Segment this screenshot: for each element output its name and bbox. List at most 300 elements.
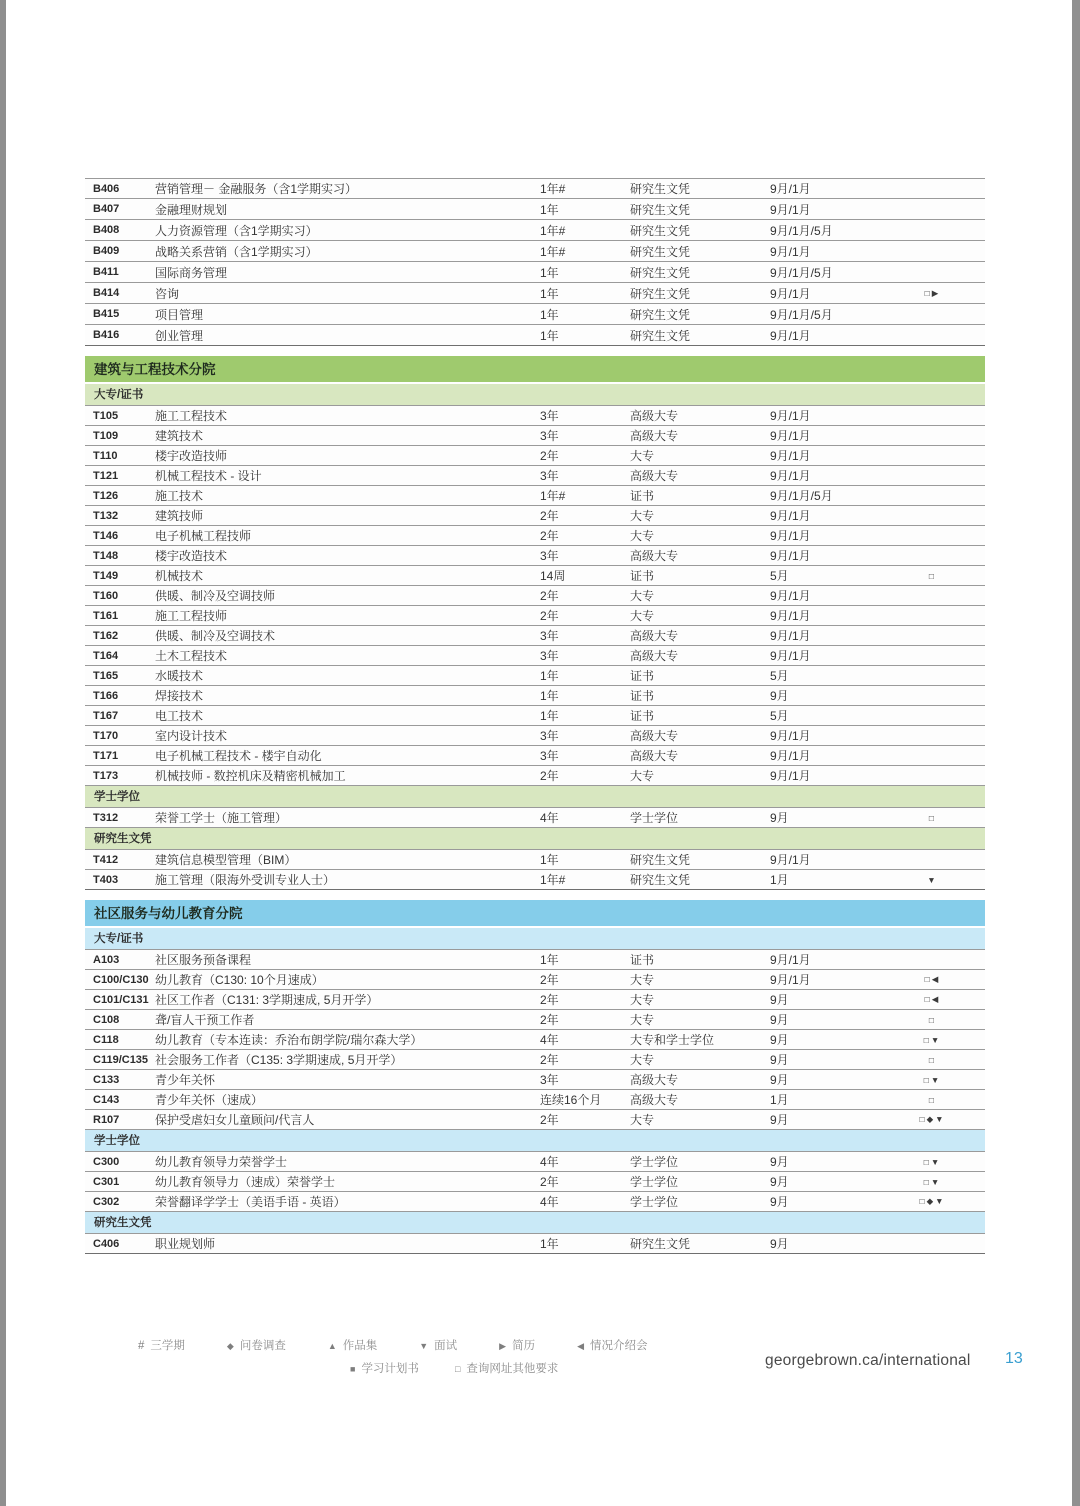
page-right-edge (1072, 0, 1080, 1506)
program-name: 电子机械工程技师 (155, 529, 252, 543)
division-table (85, 178, 985, 346)
program-duration: 3年 (540, 749, 559, 763)
program-code: T109 (93, 429, 119, 442)
legend-symbol-icon: ■ (350, 1364, 356, 1374)
program-start-dates: 9月/1月 (770, 409, 811, 423)
program-row (85, 1070, 985, 1090)
program-code: T161 (93, 609, 119, 622)
program-row (85, 1234, 985, 1254)
program-credential: 大专 (630, 529, 655, 543)
program-duration: 2年 (540, 1113, 559, 1127)
legend-label: 三学期 (150, 1340, 185, 1352)
legend-item (577, 1337, 647, 1353)
program-row (85, 746, 985, 766)
program-start-dates: 9月/1月 (770, 609, 811, 623)
program-credential: 研究生文凭 (630, 328, 691, 343)
symbol-legend (138, 1337, 648, 1376)
program-duration: 4年 (540, 1155, 559, 1169)
program-duration: 2年 (540, 449, 559, 463)
program-duration: 1年 (540, 1237, 559, 1251)
program-start-dates: 9月 (770, 1175, 789, 1189)
program-name: 建筑技师 (155, 509, 204, 523)
program-duration: 1年# (540, 223, 566, 238)
program-code: C300 (93, 1155, 120, 1168)
program-row (85, 870, 985, 890)
program-credential: 证书 (630, 569, 655, 583)
program-duration: 2年 (540, 1013, 559, 1027)
program-code: T162 (93, 629, 119, 642)
program-start-dates: 9月/1月 (770, 244, 811, 259)
program-name: 供暖、制冷及空调技师 (155, 589, 276, 603)
program-duration: 1年 (540, 202, 559, 217)
program-requirement-symbols: ▼ (927, 874, 938, 885)
program-start-dates: 9月 (770, 1155, 789, 1169)
program-row (85, 950, 985, 970)
program-code: B416 (93, 329, 120, 341)
program-code: C301 (93, 1175, 120, 1188)
program-name: 机械工程技术 - 设计 (155, 469, 262, 483)
program-start-dates: 1月 (770, 1093, 789, 1107)
program-start-dates: 9月/1月 (770, 629, 811, 643)
program-row (85, 178, 985, 199)
legend-item (350, 1360, 419, 1376)
program-code: T165 (93, 669, 119, 682)
program-credential: 大专 (630, 1053, 655, 1067)
program-requirement-symbols: □◆▼ (919, 1196, 946, 1206)
program-row (85, 325, 985, 346)
program-start-dates: 9月/1月 (770, 328, 811, 343)
program-duration: 4年 (540, 1195, 559, 1209)
program-duration: 2年 (540, 1053, 559, 1067)
program-credential: 大专 (630, 589, 655, 603)
program-start-dates: 1月 (770, 873, 789, 887)
program-duration: 1年 (540, 328, 559, 343)
program-row (85, 686, 985, 706)
program-start-dates: 9月/1月 (770, 589, 811, 603)
program-duration: 2年 (540, 509, 559, 523)
program-start-dates: 9月/1月 (770, 182, 811, 196)
program-start-dates: 9月/1月 (770, 769, 811, 783)
program-name: 营销管理－ 金融服务（含1学期实习） (155, 182, 358, 196)
program-name: 青少年关怀 (155, 1073, 216, 1087)
legend-item (328, 1337, 377, 1353)
program-row (85, 199, 985, 220)
program-start-dates: 9月/1月 (770, 749, 811, 763)
program-code: T166 (93, 689, 119, 702)
program-duration: 1年 (540, 286, 559, 301)
program-code: T167 (93, 709, 119, 722)
program-start-dates: 9月/1月 (770, 449, 811, 463)
program-requirement-symbols: □▼ (923, 1176, 942, 1187)
program-credential: 证书 (630, 709, 655, 723)
program-row (85, 566, 985, 586)
credential-subheader: 大专/证书 (85, 384, 985, 406)
program-duration: 14周 (540, 569, 566, 583)
program-credential: 研究生文凭 (630, 286, 691, 301)
program-code: B415 (93, 308, 120, 320)
program-row (85, 726, 985, 746)
program-start-dates: 9月 (770, 811, 789, 825)
program-start-dates: 9月/1月 (770, 202, 811, 217)
program-start-dates: 9月/1月 (770, 529, 811, 543)
program-name: 青少年关怀（速成） (155, 1093, 264, 1107)
program-start-dates: 9月 (770, 1195, 789, 1209)
program-row (85, 262, 985, 283)
program-duration: 1年# (540, 489, 566, 503)
program-requirement-symbols: □▶ (924, 287, 941, 298)
program-name: 电工技术 (155, 709, 204, 723)
program-start-dates: 9月 (770, 1237, 789, 1251)
program-credential: 大专 (630, 973, 655, 987)
program-start-dates: 9月/1月 (770, 549, 811, 563)
program-name: 机械技师 - 数控机床及精密机械加工 (155, 769, 346, 783)
program-credential: 大专 (630, 1013, 655, 1027)
legend-symbol-icon: # (138, 1340, 145, 1352)
program-credential: 大专和学士学位 (630, 1033, 715, 1047)
program-code: T132 (93, 509, 119, 522)
program-requirement-symbols: □◀ (924, 994, 941, 1004)
program-credential: 大专 (630, 769, 655, 783)
program-duration: 1年 (540, 709, 559, 723)
program-code: C406 (93, 1237, 120, 1250)
program-credential: 高级大专 (630, 469, 679, 483)
legend-item (455, 1360, 558, 1376)
program-credential: 高级大专 (630, 1073, 679, 1087)
program-start-dates: 9月/1月/5月 (770, 307, 833, 322)
program-credential: 高级大专 (630, 409, 679, 423)
program-code: T412 (93, 853, 119, 866)
program-code: B414 (93, 287, 120, 299)
legend-label: 情况介绍会 (590, 1340, 648, 1352)
program-duration: 4年 (540, 811, 559, 825)
program-name: 创业管理 (155, 328, 204, 343)
program-requirement-symbols: □▼ (923, 1074, 942, 1085)
program-code: C108 (93, 1013, 120, 1026)
program-name: 施工工程技师 (155, 609, 228, 623)
program-name: 供暖、制冷及空调技术 (155, 629, 276, 643)
program-name: 幼儿教育领导力（速成）荣誉学士 (155, 1175, 336, 1189)
program-requirement-symbols: □ (928, 570, 937, 581)
program-credential: 高级大专 (630, 729, 679, 743)
program-credential: 研究生文凭 (630, 873, 691, 887)
credential-subheader: 学士学位 (85, 1130, 985, 1152)
program-start-dates: 9月/1月 (770, 429, 811, 443)
program-code: B407 (93, 203, 120, 215)
legend-label: 查询网址其他要求 (466, 1363, 559, 1375)
program-credential: 证书 (630, 669, 655, 683)
program-start-dates: 9月/1月 (770, 853, 811, 867)
program-row (85, 304, 985, 325)
program-code: C133 (93, 1073, 120, 1086)
page-left-edge (0, 0, 6, 1506)
program-code: T148 (93, 549, 119, 562)
program-row (85, 606, 985, 626)
program-credential: 研究生文凭 (630, 244, 691, 259)
program-row (85, 1110, 985, 1130)
program-row (85, 766, 985, 786)
program-code: B408 (93, 224, 120, 236)
program-code: C100/C130 (93, 973, 149, 986)
program-requirement-symbols: □ (928, 812, 937, 823)
program-name: 建筑技术 (155, 429, 204, 443)
legend-symbol-icon: □ (454, 1364, 461, 1374)
program-code: T110 (93, 449, 118, 462)
program-code: T170 (93, 729, 119, 742)
program-code: R107 (93, 1113, 120, 1126)
program-code: C143 (93, 1093, 120, 1106)
program-name: 施工技术 (155, 489, 204, 503)
legend-label: 问卷调查 (239, 1340, 286, 1352)
program-name: 土木工程技术 (155, 649, 228, 663)
program-name: 楼宇改造技师 (155, 449, 228, 463)
program-code: C302 (93, 1195, 120, 1208)
program-name: 室内设计技术 (155, 729, 228, 743)
program-row (85, 426, 985, 446)
program-credential: 研究生文凭 (630, 182, 691, 196)
program-duration: 1年 (540, 853, 559, 867)
credential-subheader: 研究生文凭 (85, 828, 985, 850)
program-name: 水暖技术 (155, 669, 204, 683)
division-table (85, 356, 985, 890)
program-name: 人力资源管理（含1学期实习） (155, 223, 318, 238)
program-duration: 4年 (540, 1033, 559, 1047)
legend-item (138, 1337, 185, 1353)
program-duration: 连续16个月 (540, 1093, 602, 1107)
program-duration: 2年 (540, 609, 559, 623)
legend-label: 简历 (512, 1340, 536, 1352)
program-code: T160 (93, 589, 119, 602)
program-start-dates: 9月/1月/5月 (770, 265, 833, 280)
legend-symbol-icon: ▶ (499, 1341, 507, 1351)
division-table (85, 900, 985, 1254)
program-start-dates: 9月/1月 (770, 286, 811, 301)
program-duration: 2年 (540, 1175, 559, 1189)
program-name: 施工管理（限海外受训专业人士） (155, 873, 336, 887)
legend-label: 作品集 (342, 1340, 378, 1352)
program-duration: 2年 (540, 589, 559, 603)
division-header: 建筑与工程技术分院 (85, 356, 985, 384)
program-name: 幼儿教育（C130: 10个月速成） (155, 973, 324, 987)
program-code: A103 (93, 953, 120, 966)
program-row (85, 706, 985, 726)
program-row (85, 990, 985, 1010)
program-requirement-symbols: □▼ (923, 1156, 942, 1167)
program-credential: 研究生文凭 (630, 1237, 691, 1251)
program-duration: 3年 (540, 629, 559, 643)
program-row (85, 1050, 985, 1070)
program-code: T164 (93, 649, 119, 662)
program-row (85, 626, 985, 646)
legend-symbol-icon: ▲ (327, 1341, 337, 1351)
program-credential: 高级大专 (630, 429, 679, 443)
credential-subheader: 学士学位 (85, 786, 985, 808)
program-start-dates: 9月 (770, 1033, 789, 1047)
program-duration: 3年 (540, 549, 559, 563)
legend-label: 学习计划书 (361, 1363, 419, 1375)
program-start-dates: 9月/1月 (770, 973, 811, 987)
program-start-dates: 9月 (770, 993, 789, 1007)
program-name: 楼宇改造技术 (155, 549, 228, 563)
page-number: 13 (1005, 1350, 1023, 1367)
program-requirement-symbols: □▼ (923, 1034, 942, 1045)
program-duration: 1年# (540, 244, 566, 259)
program-credential: 大专 (630, 449, 655, 463)
legend-item (227, 1337, 286, 1353)
credential-subheader: 研究生文凭 (85, 1212, 985, 1234)
program-name: 幼儿教育领导力荣誉学士 (155, 1155, 288, 1169)
program-start-dates: 5月 (770, 569, 789, 583)
program-start-dates: 9月 (770, 1013, 789, 1027)
program-code: T121 (93, 469, 119, 482)
legend-row-2 (350, 1360, 648, 1376)
program-start-dates: 9月/1月 (770, 729, 811, 743)
program-code: B409 (93, 245, 120, 257)
legend-item (499, 1337, 535, 1353)
program-row (85, 406, 985, 426)
program-duration: 3年 (540, 729, 559, 743)
program-code: T105 (93, 409, 119, 422)
program-credential: 学士学位 (630, 1195, 679, 1209)
program-row (85, 466, 985, 486)
program-start-dates: 9月 (770, 1073, 789, 1087)
program-row (85, 1152, 985, 1172)
program-row (85, 546, 985, 566)
program-code: B411 (93, 266, 119, 278)
program-credential: 研究生文凭 (630, 265, 691, 280)
program-duration: 2年 (540, 973, 559, 987)
program-name: 职业规划师 (155, 1237, 216, 1251)
program-credential: 高级大专 (630, 649, 679, 663)
legend-label: 面试 (434, 1340, 458, 1352)
program-credential: 学士学位 (630, 811, 679, 825)
program-credential: 学士学位 (630, 1175, 679, 1189)
program-credential: 证书 (630, 689, 655, 703)
program-name: 社会服务工作者（C135: 3学期速成, 5月开学） (155, 1053, 403, 1067)
program-start-dates: 9月/1月 (770, 649, 811, 663)
program-name: 幼儿教育（专本连读：乔治布朗学院/瑞尔森大学） (155, 1033, 423, 1047)
program-duration: 1年 (540, 265, 559, 280)
program-row (85, 446, 985, 466)
program-start-dates: 9月 (770, 1053, 789, 1067)
program-requirement-symbols: □ (928, 1054, 937, 1065)
program-code: T126 (93, 489, 119, 502)
program-name: 咨询 (155, 286, 180, 301)
program-code: T173 (93, 769, 119, 782)
program-name: 机械技术 (155, 569, 204, 583)
program-name: 国际商务管理 (155, 265, 228, 280)
program-duration: 2年 (540, 769, 559, 783)
program-code: C101/C131 (93, 993, 149, 1006)
program-requirement-symbols: □◆▼ (919, 1114, 946, 1124)
program-duration: 1年# (540, 873, 566, 887)
program-row (85, 1090, 985, 1110)
program-credential: 大专 (630, 1113, 655, 1127)
program-name: 社区工作者（C131: 3学期速成, 5月开学） (155, 993, 379, 1007)
program-name: 社区服务预备课程 (155, 953, 252, 967)
program-row (85, 646, 985, 666)
legend-symbol-icon: ◆ (226, 1341, 234, 1351)
program-duration: 2年 (540, 529, 559, 543)
program-code: T312 (93, 811, 119, 824)
program-row (85, 506, 985, 526)
program-code: T171 (93, 749, 119, 762)
program-credential: 大专 (630, 509, 655, 523)
program-row (85, 526, 985, 546)
program-start-dates: 9月/1月/5月 (770, 489, 833, 503)
program-code: C118 (93, 1033, 119, 1046)
program-code: T149 (93, 569, 119, 582)
program-row (85, 486, 985, 506)
program-credential: 证书 (630, 489, 655, 503)
program-credential: 研究生文凭 (630, 853, 691, 867)
program-name: 保护受虐妇女儿童顾问/代言人 (155, 1113, 315, 1127)
legend-row-1 (138, 1337, 648, 1353)
program-name: 荣誉翻译学学士（美语手语 - 英语） (155, 1195, 346, 1209)
program-duration: 1年# (540, 182, 566, 196)
program-duration: 2年 (540, 993, 559, 1007)
program-code: T403 (93, 873, 119, 886)
program-credential: 高级大专 (630, 549, 679, 563)
program-row (85, 850, 985, 870)
program-row (85, 283, 985, 304)
program-name: 焊接技术 (155, 689, 204, 703)
program-start-dates: 5月 (770, 669, 789, 683)
program-duration: 3年 (540, 409, 559, 423)
program-start-dates: 9月 (770, 689, 789, 703)
program-credential: 高级大专 (630, 1093, 679, 1107)
legend-item (419, 1337, 457, 1353)
program-start-dates: 9月/1月 (770, 469, 811, 483)
program-credential: 研究生文凭 (630, 202, 691, 217)
program-name: 战略关系营销（含1学期实习） (155, 244, 318, 259)
program-name: 聋/盲人干预工作者 (155, 1013, 255, 1027)
program-duration: 3年 (540, 469, 559, 483)
tables-area (85, 178, 985, 1254)
program-credential: 大专 (630, 993, 655, 1007)
footer-website-url: georgebrown.ca/international (765, 1352, 971, 1369)
program-start-dates: 5月 (770, 709, 789, 723)
program-credential: 研究生文凭 (630, 307, 691, 322)
program-row (85, 1030, 985, 1050)
program-row (85, 1192, 985, 1212)
program-code: B406 (93, 182, 120, 195)
program-start-dates: 9月/1月 (770, 953, 811, 967)
program-duration: 1年 (540, 669, 559, 683)
program-credential: 学士学位 (630, 1155, 679, 1169)
program-name: 项目管理 (155, 307, 204, 322)
program-duration: 1年 (540, 307, 559, 322)
program-start-dates: 9月/1月/5月 (770, 223, 833, 238)
program-name: 施工工程技术 (155, 409, 228, 423)
program-credential: 大专 (630, 609, 655, 623)
program-duration: 1年 (540, 953, 559, 967)
program-credential: 高级大专 (630, 749, 679, 763)
program-row (85, 1010, 985, 1030)
program-requirement-symbols: □ (928, 1014, 937, 1025)
program-duration: 3年 (540, 429, 559, 443)
program-code: C119/C135 (93, 1053, 149, 1066)
program-code: T146 (93, 529, 119, 542)
program-credential: 研究生文凭 (630, 223, 691, 238)
program-name: 电子机械工程技术 - 楼宇自动化 (155, 749, 322, 763)
program-duration: 3年 (540, 1073, 559, 1087)
program-name: 建筑信息模型管理（BIM） (155, 853, 297, 867)
program-row (85, 586, 985, 606)
program-name: 荣誉工学士（施工管理） (155, 811, 288, 825)
program-start-dates: 9月 (770, 1113, 789, 1127)
program-name: 金融理财规划 (155, 202, 228, 217)
program-start-dates: 9月/1月 (770, 509, 811, 523)
